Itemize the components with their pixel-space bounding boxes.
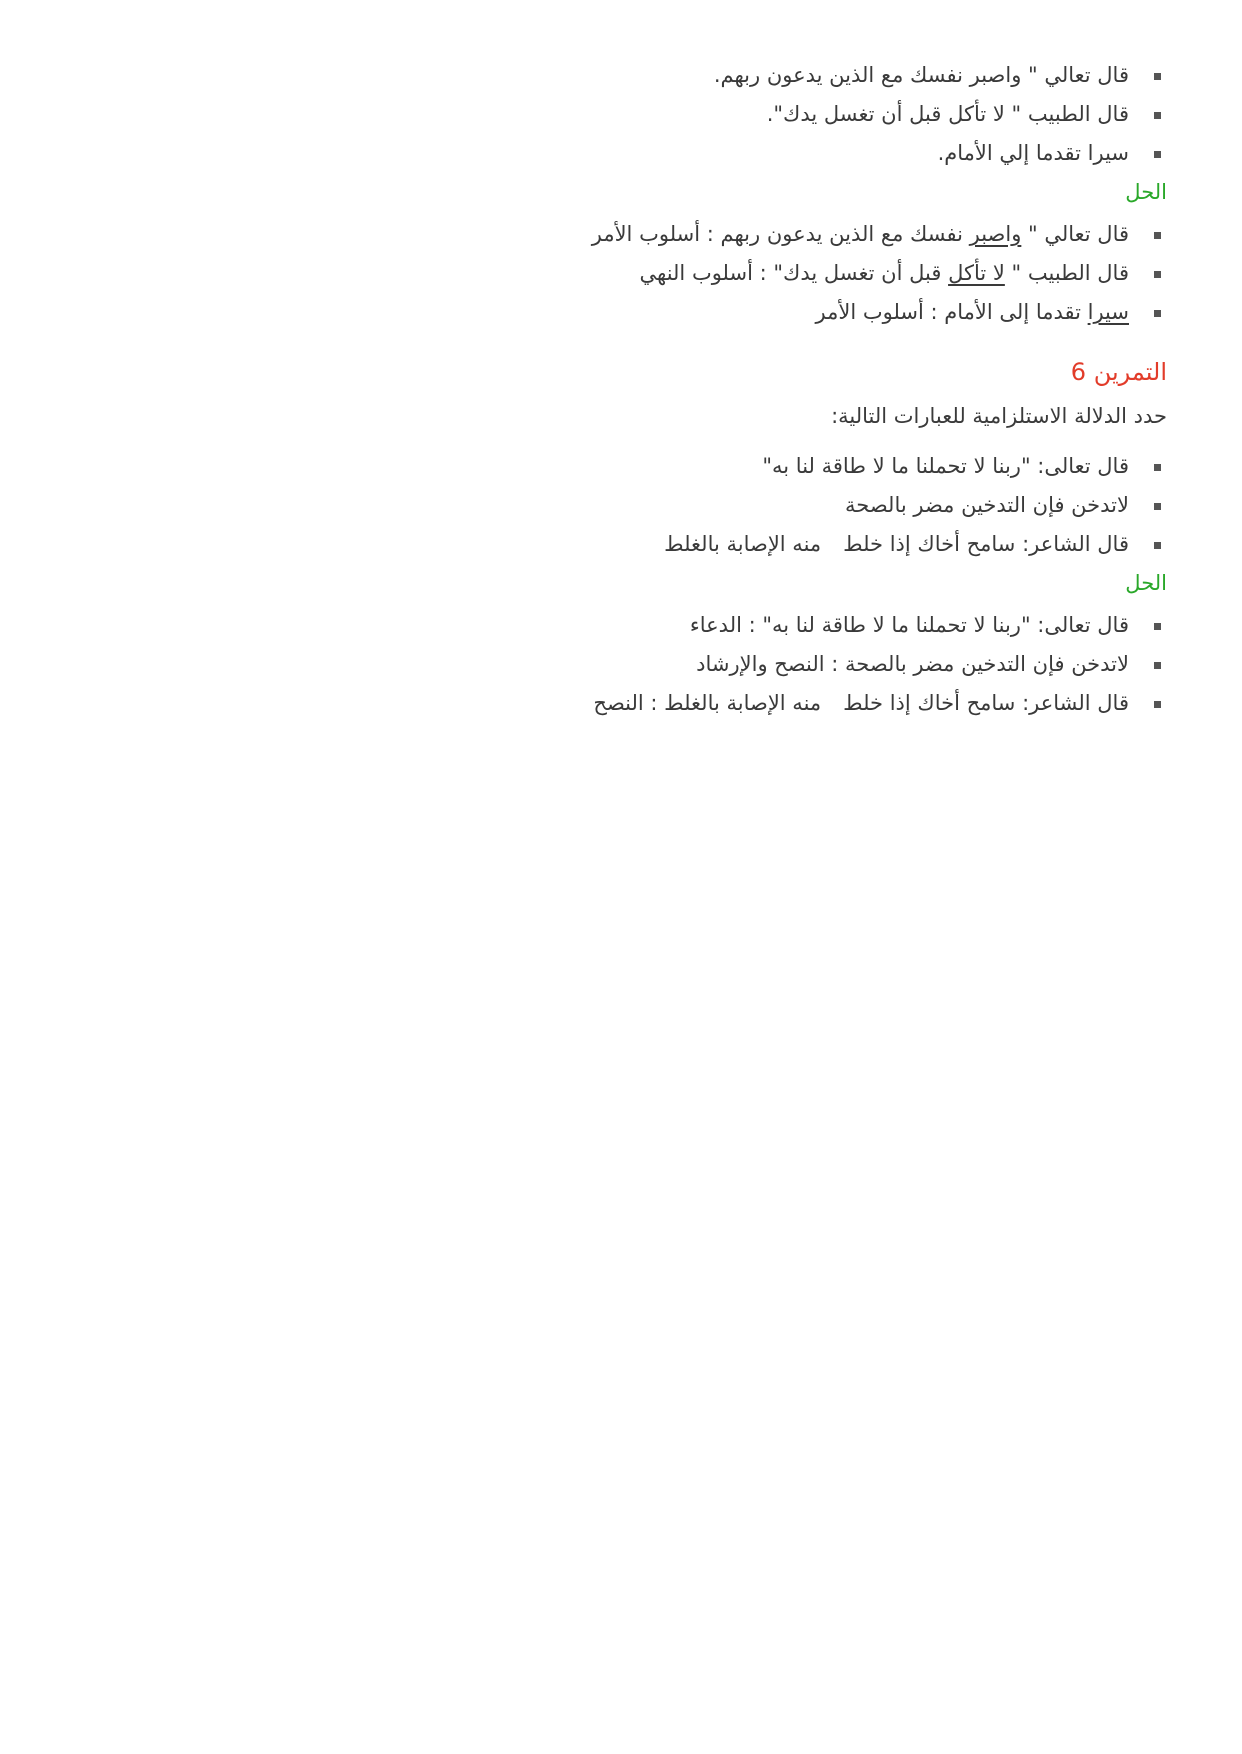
list-item <box>167 60 1167 90</box>
square-bullet-icon <box>1154 232 1161 239</box>
answer-text-before: قال الطبيب " <box>1004 261 1129 285</box>
exercise-instruction: حدد الدلالة الاستلزامية للعبارات التالية: <box>831 404 1167 428</box>
square-bullet-icon <box>1154 310 1161 317</box>
document-content <box>167 60 1167 727</box>
square-bullet-icon <box>1154 542 1161 549</box>
underlined-verb: واصبر <box>969 222 1022 246</box>
question-text: قال الطبيب " لا تأكل قبل أن تغسل يدك". <box>766 102 1129 126</box>
square-bullet-icon <box>1154 662 1161 669</box>
solution-heading: الحل <box>1125 571 1167 595</box>
list-item <box>167 529 1167 559</box>
solution-heading: الحل <box>1125 180 1167 204</box>
list-item <box>167 258 1167 288</box>
square-bullet-icon <box>1154 73 1161 80</box>
list-item <box>167 138 1167 168</box>
list-item <box>167 99 1167 129</box>
list-item <box>167 451 1167 481</box>
question-text: قال تعالي " واصبر نفسك مع الذين يدعون ربهم. <box>713 63 1129 87</box>
verse-first-half: قال الشاعر: سامح أخاك إذا خلط <box>843 691 1129 715</box>
question-text: قال تعالى: "ربنا لا تحملنا ما لا طاقة لنا به" <box>762 454 1129 478</box>
square-bullet-icon <box>1154 464 1161 471</box>
square-bullet-icon <box>1154 112 1161 119</box>
underlined-verb: سيرا <box>1087 300 1129 324</box>
question-list-2 <box>167 451 1167 559</box>
answer-list-1 <box>167 219 1167 327</box>
answer-text: لاتدخن فإن التدخين مضر بالصحة : النصح والإرشاد <box>696 652 1129 676</box>
exercise-title: التمرين 6 <box>1070 358 1167 386</box>
list-item <box>167 297 1167 327</box>
square-bullet-icon <box>1154 271 1161 278</box>
question-text: لاتدخن فإن التدخين مضر بالصحة <box>845 493 1129 517</box>
square-bullet-icon <box>1154 701 1161 708</box>
answer-text-before: قال تعالي " <box>1021 222 1129 246</box>
list-item <box>167 490 1167 520</box>
answer-text-after: نفسك مع الذين يدعون ربهم : أسلوب الأمر <box>591 222 970 246</box>
verse-second-half: منه الإصابة بالغلط : النصح <box>593 691 822 715</box>
question-list-1 <box>167 60 1167 168</box>
question-text: سيرا تقدما إلي الأمام. <box>937 141 1129 165</box>
underlined-verb: لا تأكل <box>948 261 1005 285</box>
square-bullet-icon <box>1154 623 1161 630</box>
list-item <box>167 219 1167 249</box>
square-bullet-icon <box>1154 503 1161 510</box>
verse-first-half: قال الشاعر: سامح أخاك إذا خلط <box>843 532 1129 556</box>
list-item <box>167 688 1167 718</box>
answer-text-after: قبل أن تغسل يدك" : أسلوب النهي <box>639 261 949 285</box>
square-bullet-icon <box>1154 151 1161 158</box>
answer-list-2 <box>167 610 1167 718</box>
verse-second-half: منه الإصابة بالغلط <box>664 532 822 556</box>
list-item <box>167 610 1167 640</box>
answer-text-after: تقدما إلى الأمام : أسلوب الأمر <box>815 300 1088 324</box>
answer-text: قال تعالى: "ربنا لا تحملنا ما لا طاقة لنا به" : الدعاء <box>689 613 1129 637</box>
list-item <box>167 649 1167 679</box>
